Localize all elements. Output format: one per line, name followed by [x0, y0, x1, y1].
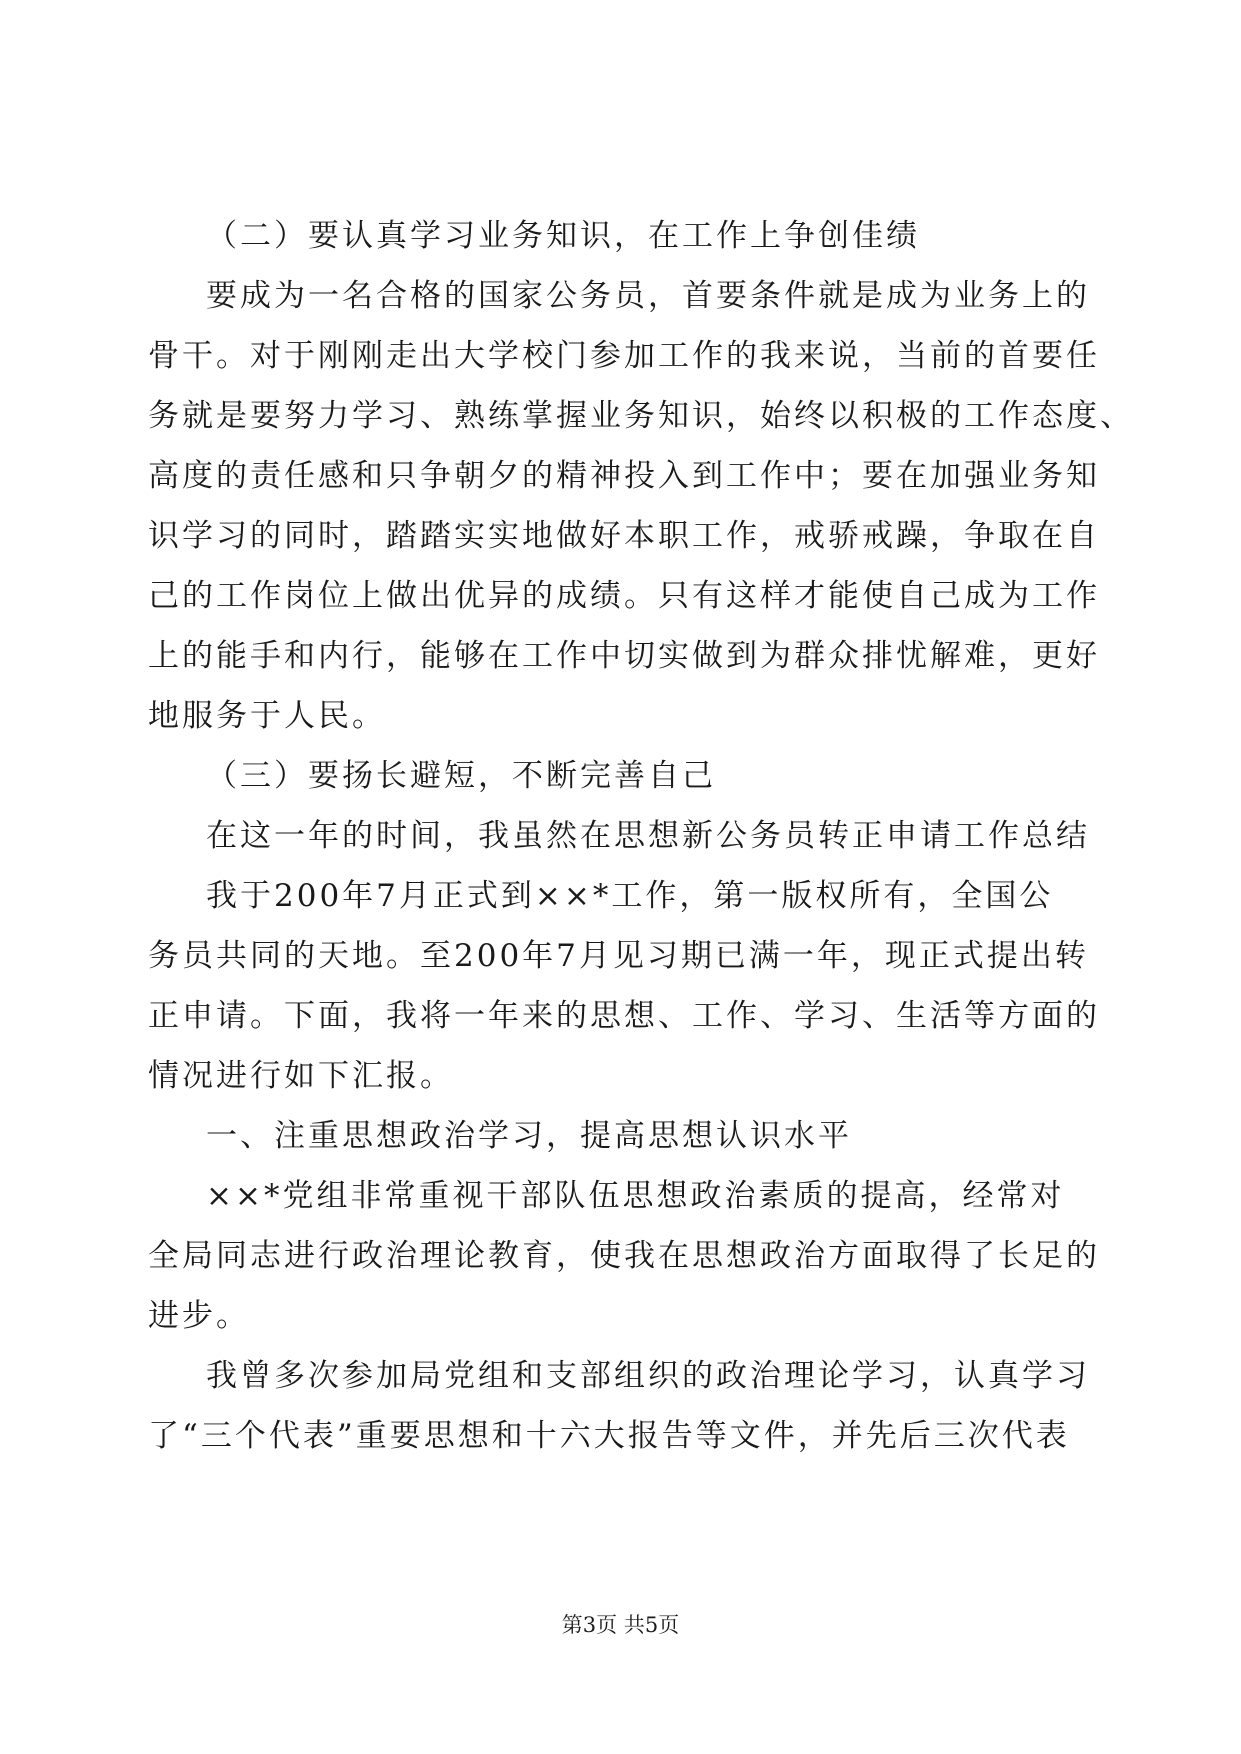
- page-number-footer: 第3页 共5页: [561, 1613, 680, 1637]
- paragraph-line: 务员共同的天地。至200年7月见习期已满一年，现正式提出转: [148, 938, 1089, 974]
- paragraph-line: 情况进行如下汇报。: [148, 1058, 454, 1094]
- paragraph-line: 己的工作岗位上做出优异的成绩。只有这样才能使自己成为工作: [148, 578, 1100, 614]
- paragraph-line: 高度的责任感和只争朝夕的精神投入到工作中；要在加强业务知: [148, 458, 1100, 494]
- paragraph-line: 识学习的同时，踏踏实实地做好本职工作，戒骄戒躁，争取在自: [148, 518, 1100, 554]
- section-heading-1: 一、注重思想政治学习，提高思想认识水平: [206, 1118, 852, 1154]
- paragraph-line: 务就是要努力学习、熟练掌握业务知识，始终以积极的工作态度、: [148, 398, 1134, 434]
- paragraph-line: 我于200年7月正式到××*工作，第一版权所有，全国公: [206, 878, 1054, 914]
- paragraph-line: 上的能手和内行，能够在工作中切实做到为群众排忧解难，更好: [148, 638, 1100, 674]
- paragraph-line: 地服务于人民。: [148, 698, 386, 734]
- paragraph-line: 进步。: [148, 1298, 250, 1334]
- paragraph-line: 骨干。对于刚刚走出大学校门参加工作的我来说，当前的首要任: [148, 338, 1100, 374]
- paragraph-line: 正申请。下面，我将一年来的思想、工作、学习、生活等方面的: [148, 998, 1100, 1034]
- section-heading-3: （三）要扬长避短，不断完善自己: [206, 758, 716, 794]
- paragraph-line: 在这一年的时间，我虽然在思想新公务员转正申请工作总结: [206, 818, 1090, 854]
- paragraph-line: ××*党组非常重视干部队伍思想政治素质的提高，经常对: [206, 1178, 1065, 1214]
- paragraph-line: 了“三个代表”重要思想和十六大报告等文件，并先后三次代表: [148, 1418, 1070, 1454]
- paragraph-line: 要成为一名合格的国家公务员，首要条件就是成为业务上的: [206, 278, 1090, 314]
- paragraph-line: 我曾多次参加局党组和支部组织的政治理论学习，认真学习: [206, 1358, 1090, 1394]
- paragraph-line: 全局同志进行政治理论教育，使我在思想政治方面取得了长足的: [148, 1238, 1100, 1274]
- section-heading-2: （二）要认真学习业务知识，在工作上争创佳绩: [206, 218, 920, 254]
